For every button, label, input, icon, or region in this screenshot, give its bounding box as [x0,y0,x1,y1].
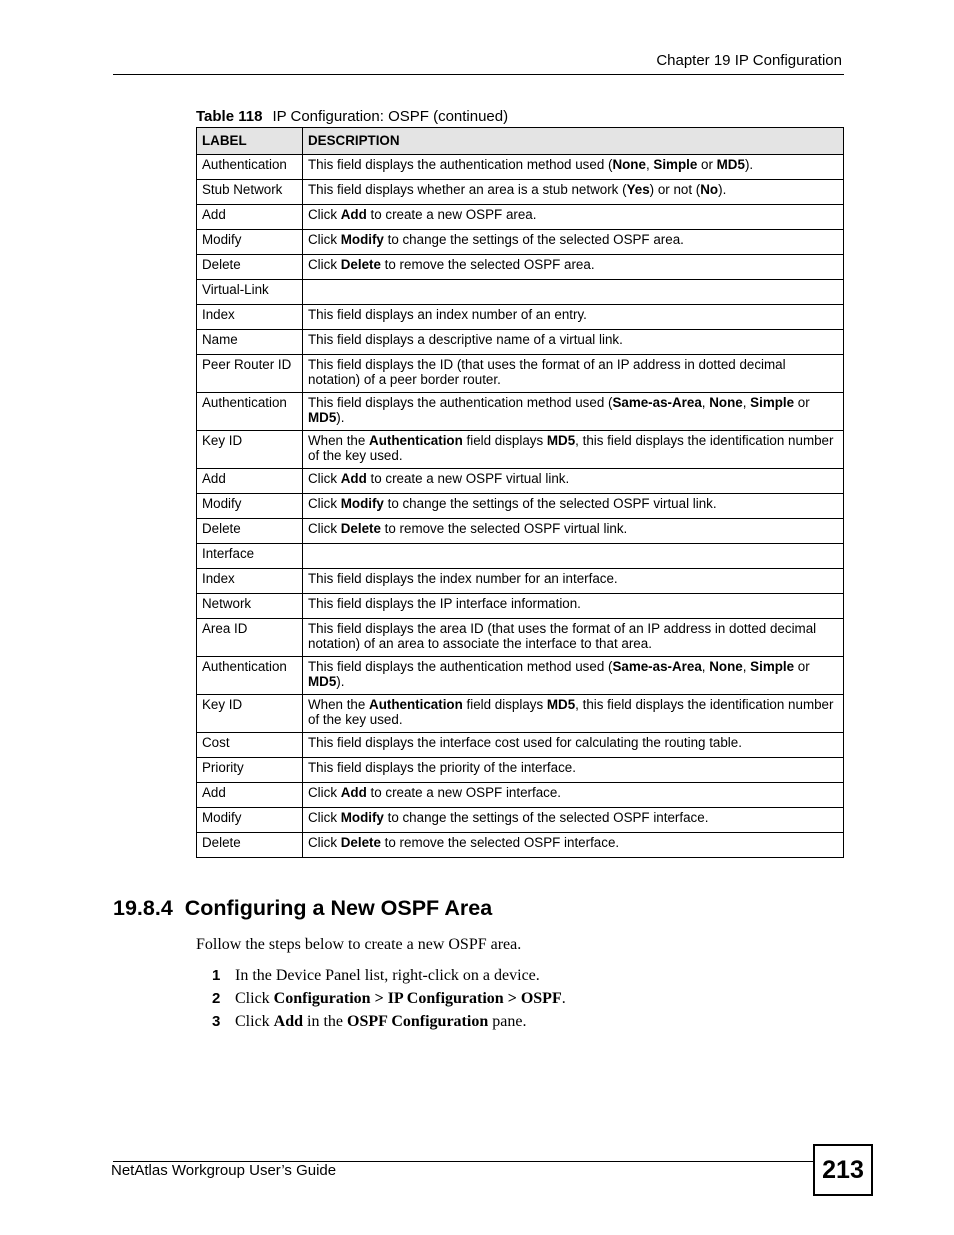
section-title: Configuring a New OSPF Area [184,896,493,920]
table-body [197,154,844,857]
row-description: This field displays an index number of an entry. [303,304,844,329]
table-row [197,618,844,656]
row-label: Priority [197,757,303,782]
row-description: When the Authentication field displays MD5, this field displays the identification number of the key used. [303,694,844,732]
table-row [197,732,844,757]
row-label: Authentication [197,154,303,179]
ospf-field-table [196,127,844,858]
bold-term: Modify [340,231,384,247]
row-label: Peer Router ID [197,354,303,392]
row-description: Click Add to create a new OSPF interface. [303,782,844,807]
row-label: Delete [197,518,303,543]
bold-term: Yes [626,181,650,197]
row-label: Modify [197,807,303,832]
bold-term: Authentication [369,696,463,712]
bold-term: None [612,156,646,172]
table-row [197,694,844,732]
table-row [197,656,844,694]
table-row [197,329,844,354]
step-text: Click Configuration > IP Configuration > OSPF. [235,990,566,1007]
table-row [197,757,844,782]
step-text: In the Device Panel list, right-click on a device. [235,967,540,984]
row-label: Add [197,204,303,229]
row-description: This field displays whether an area is a stub network (Yes) or not (No). [303,179,844,204]
bold-term: Modify [340,495,384,511]
bold-term: MD5 [716,156,745,172]
table-row [197,807,844,832]
table-row [197,204,844,229]
bold-term: Delete [340,520,381,536]
bold-term: MD5 [308,674,337,689]
row-description: Click Add to create a new OSPF area. [303,204,844,229]
bold-term: Configuration > IP Configuration > OSPF [273,990,562,1007]
bold-term: Simple [750,658,795,674]
row-description: Click Modify to change the settings of the selected OSPF area. [303,229,844,254]
bold-term: Authentication [369,432,463,448]
table-row [197,543,844,568]
table-row [197,229,844,254]
row-label: Delete [197,832,303,857]
table-number: Table 118 [196,108,263,125]
row-description: This field displays the authentication method used (Same-as-Area, None, Simple or MD5). [303,392,844,430]
row-description: Click Delete to remove the selected OSPF interface. [303,832,844,857]
row-label: Authentication [197,392,303,430]
row-label: Virtual-Link [197,279,303,304]
table-row [197,154,844,179]
table-header-row [197,128,844,155]
section-heading [113,896,492,921]
row-label: Index [197,304,303,329]
row-label: Add [197,782,303,807]
row-description: When the Authentication field displays MD5, this field displays the identification number of the key used. [303,430,844,468]
bold-term: Add [340,206,367,222]
row-label: Interface [197,543,303,568]
table-row [197,782,844,807]
bold-term: MD5 [308,410,337,425]
row-label: Add [197,468,303,493]
table-row [197,254,844,279]
bold-term: Modify [340,809,384,825]
row-label: Authentication [197,656,303,694]
step-item [212,965,566,988]
bold-term: Simple [750,394,795,410]
bold-term: MD5 [546,432,576,448]
row-description: This field displays the authentication method used (None, Simple or MD5). [303,154,844,179]
page-number: 213 [813,1144,873,1196]
row-description: This field displays the IP interface information. [303,593,844,618]
bold-term: None [709,394,743,410]
steps-list [212,965,566,1034]
chapter-header: Chapter 19 IP Configuration [656,52,842,69]
bold-term: MD5 [546,696,576,712]
row-label: Cost [197,732,303,757]
row-description: Click Add to create a new OSPF virtual link. [303,468,844,493]
table-row [197,593,844,618]
bold-term: No [700,181,719,197]
row-label: Network [197,593,303,618]
bold-term: Delete [340,834,381,850]
step-number: 3 [212,1013,221,1030]
table-title: IP Configuration: OSPF (continued) [272,108,509,125]
row-description: Click Delete to remove the selected OSPF area. [303,254,844,279]
row-description: Click Delete to remove the selected OSPF virtual link. [303,518,844,543]
table-row [197,430,844,468]
header-rule [113,74,844,75]
section-number: 19.8.4 [113,896,173,920]
row-description: Click Modify to change the settings of the selected OSPF virtual link. [303,493,844,518]
table-row [197,518,844,543]
row-label: Stub Network [197,179,303,204]
row-label: Area ID [197,618,303,656]
bold-term: None [709,658,743,674]
bold-term: Same-as-Area [612,658,702,674]
row-description: This field displays the priority of the interface. [303,757,844,782]
step-number: 1 [212,967,221,984]
table-caption [196,108,508,125]
table-row [197,493,844,518]
bold-term: Simple [653,156,698,172]
row-label: Modify [197,229,303,254]
table-row [197,568,844,593]
table-row [197,304,844,329]
row-label: Modify [197,493,303,518]
row-description: This field displays the area ID (that uses the format of an IP address in dotted decimal notation) of an area to associate the interface to that area. [303,618,844,656]
row-description: This field displays a descriptive name of a virtual link. [303,329,844,354]
table-row [197,832,844,857]
row-description: This field displays the interface cost used for calculating the routing table. [303,732,844,757]
step-text: Click Add in the OSPF Configuration pane. [235,1013,527,1030]
bold-term: Add [340,784,367,800]
bold-term: Same-as-Area [612,394,702,410]
bold-term: Add [273,1013,304,1030]
row-label: Key ID [197,430,303,468]
column-header-description: DESCRIPTION [303,128,844,155]
row-description: This field displays the ID (that uses the format of an IP address in dotted decimal notation) of a peer border router. [303,354,844,392]
step-item [212,988,566,1011]
step-item [212,1011,566,1034]
guide-title: NetAtlas Workgroup User’s Guide [111,1162,337,1179]
bold-term: OSPF Configuration [347,1013,489,1030]
table-row [197,279,844,304]
row-description: This field displays the index number for an interface. [303,568,844,593]
bold-term: Add [340,470,367,486]
table-row [197,354,844,392]
row-description: Click Modify to change the settings of the selected OSPF interface. [303,807,844,832]
column-header-label: LABEL [197,128,303,155]
table-row [197,179,844,204]
row-label: Index [197,568,303,593]
row-description [303,279,844,304]
row-description [303,543,844,568]
bold-term: Delete [340,256,381,272]
table-row [197,468,844,493]
row-label: Name [197,329,303,354]
row-label: Delete [197,254,303,279]
row-label: Key ID [197,694,303,732]
table-row [197,392,844,430]
section-intro: Follow the steps below to create a new OSPF area. [196,936,522,953]
step-number: 2 [212,990,221,1007]
row-description: This field displays the authentication method used (Same-as-Area, None, Simple or MD5). [303,656,844,694]
